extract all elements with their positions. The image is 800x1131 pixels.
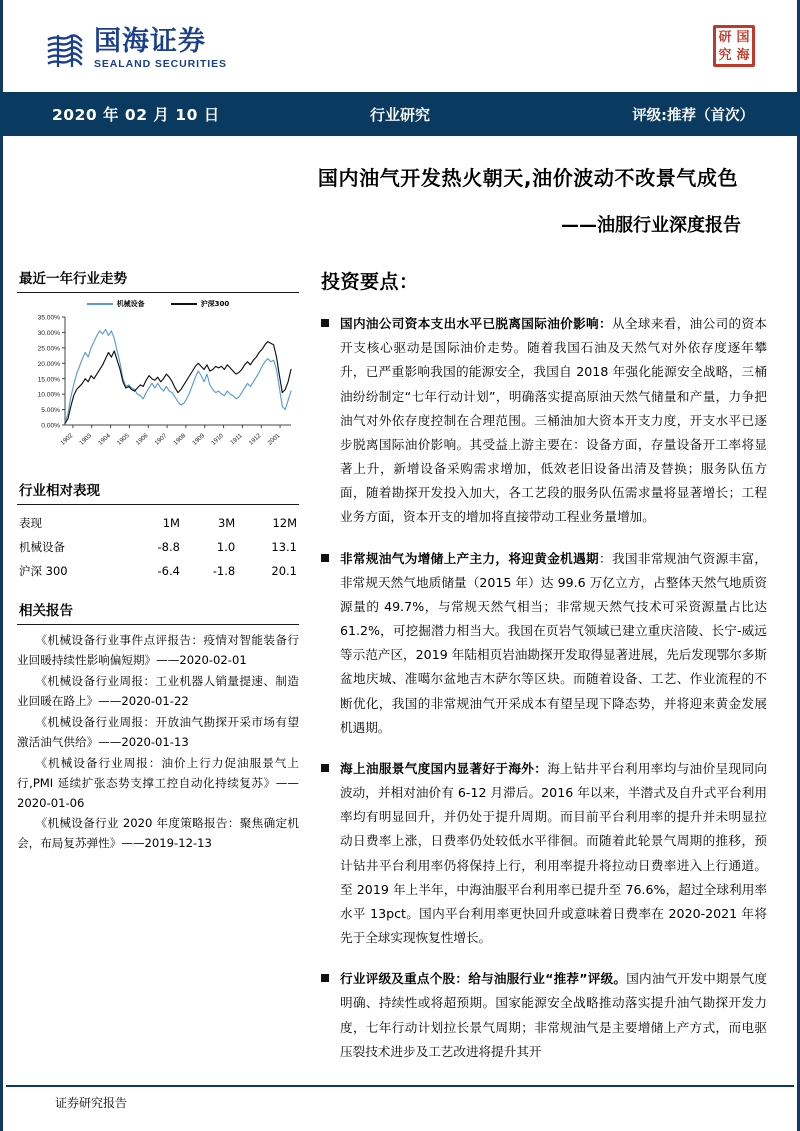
page-title: 国内油气开发热火朝天,油价波动不改景气成色	[317, 166, 739, 190]
title-block	[3, 164, 797, 237]
col-header-2: 3M	[217, 516, 236, 530]
legend-item-0	[87, 299, 145, 309]
svg-text:1910: 1910	[210, 432, 225, 447]
header-bar	[0, 92, 800, 136]
table-row	[17, 535, 299, 559]
svg-text:1912: 1912	[247, 432, 263, 447]
footer-label: 证券研究报告	[55, 1096, 128, 1110]
svg-text:1907: 1907	[153, 432, 169, 447]
sidebar	[17, 267, 299, 855]
bullet-square-icon	[321, 974, 329, 982]
sealand-logo-icon	[45, 31, 85, 71]
investment-point	[321, 967, 767, 1064]
row-value: 13.1	[271, 540, 297, 554]
main-content	[321, 267, 767, 1081]
reports-heading: 相关报告	[19, 603, 73, 619]
investment-point-body	[340, 967, 767, 1064]
seal-char-2: 国	[736, 29, 750, 45]
legend-label-1: 沪深300	[200, 300, 230, 308]
investment-point-lead: 行业评级及重点个股：给与油服行业“推荐”评级。	[340, 971, 627, 987]
row-value: -1.8	[212, 564, 236, 578]
chart-plot	[17, 311, 299, 459]
investment-point-text: 从全球来看，油公司的资本开支核心驱动是国际油价走势。随着我国石油及天然气对外依存度逐年攀升，已严重影响我国的能源安全，我国自 2018 年强化能源安全战略，三桶油纷纷制定“七年行动计划”，明确落实提高原油天然气储量和产量，力争把油气对外依存度控制在合理范围。三桶油加大资本开支力度，开支水平已逐步脱离国际油价影响。其受益上游主要在：设备方面，存量设备开工率将显著上升，新增设备采购需求增加，低效老旧设备出清及替换；服务队伍方面，随着勘探开发投入加大，各工艺段的服务队伍需求量将显著增长；工程业务方面，资本开支的增加将直接带动工程业务量增加。	[340, 316, 768, 525]
col-header-1: 1M	[162, 516, 180, 530]
investment-point-text: ：我国非常规油气资源丰富，非常规天然气地质储量（2015 年）达 99.6 万亿立方，占整体天然气地质资源量的 49.7%，与常规天然气相当；非常规天然气技术可采资源量占比达 61.2%，可挖掘潜力相当大。我国在页岩气领域已建立重庆涪陵、长宁-威远等示范产区，2019 年陆相页岩油勘探开发取得显著进展，先后发现鄂尔多斯盆地庆城、准噶尔盆地吉木萨尔等区块。而随着设备、工艺、作业流程的不断优化，我国的非常规油气开采成本有望呈现下降态势，并将迎来黄金发展机遇期。	[340, 550, 768, 735]
investment-points-heading: 投资要点：	[321, 271, 419, 293]
svg-text:25.00%: 25.00%	[37, 345, 60, 353]
logo-chinese-name: 国海证券	[94, 26, 206, 57]
investment-point-body	[340, 547, 767, 740]
investment-point-body	[340, 312, 767, 530]
svg-text:2001: 2001	[266, 432, 282, 447]
svg-text:5.00%: 5.00%	[41, 407, 60, 415]
row-value: -6.4	[157, 564, 180, 578]
bullet-square-icon	[321, 554, 329, 562]
masthead	[3, 0, 797, 92]
investment-points-list	[321, 312, 767, 1064]
svg-text:1903: 1903	[78, 432, 94, 447]
investment-point-lead: 非常规油气为增储上产主力，将迎黄金机遇期	[340, 550, 600, 566]
table-row	[17, 559, 299, 583]
performance-table	[17, 511, 299, 583]
svg-text:0.00%: 0.00%	[41, 422, 60, 430]
investment-point	[321, 312, 767, 530]
research-seal-stamp	[713, 25, 755, 67]
seal-char-3: 究	[718, 47, 732, 63]
legend-item-1	[171, 299, 230, 309]
body-columns	[3, 267, 797, 1081]
legend-swatch-0	[87, 303, 113, 305]
investment-point-lead: 海上油服景气度国内显著好于海外：	[340, 760, 548, 776]
investment-point-body	[340, 757, 767, 950]
report-rating: 评级:推荐（首次）	[632, 107, 754, 124]
page-subtitle: ——油服行业深度报告	[561, 215, 741, 236]
row-label: 沪深 300	[19, 564, 68, 578]
investment-point	[321, 547, 767, 740]
industry-trend-chart	[17, 299, 299, 467]
divider	[17, 504, 299, 505]
divider	[17, 292, 299, 293]
svg-text:1906: 1906	[134, 432, 150, 447]
related-report-item[interactable]: 《机械设备行业 2020 年度策略报告：聚焦确定机会，布局复苏弹性》——2019-12-13	[17, 816, 299, 851]
table-header-row	[17, 511, 299, 535]
bullet-square-icon	[321, 764, 329, 772]
svg-text:1902: 1902	[59, 432, 75, 447]
related-report-item[interactable]: 《机械设备行业周报：油价上行力促油服景气上行,PMI 延续扩张态势支撑工控自动化持续复苏》——2020-01-06	[17, 755, 299, 810]
report-date: 2020 年 02 月 10 日	[52, 106, 220, 124]
row-value: 1.0	[216, 540, 236, 554]
col-header-0: 表现	[19, 516, 42, 530]
svg-text:1905: 1905	[115, 432, 131, 447]
logo-english-name: SEALAND SECURITIES	[94, 58, 227, 71]
svg-text:1904: 1904	[97, 432, 112, 447]
seal-char-1: 研	[718, 29, 732, 45]
svg-text:15.00%: 15.00%	[37, 376, 60, 384]
investment-point-text: 海上钻井平台利用率均与油价呈现同向波动，并相对油价有 6-12 月滞后。2016 年以来，半潜式及自升式平台利用率均有明显回升，并仍处于提升周期。而目前平台利用率的提升并未明显拉动日费率上涨，日费率仍处较低水平徘徊。而随着此轮景气周期的推移，预计钻井平台利用率仍将保持上行，利用率提升将拉动日费率进入上行通道。至 2019 年上半年，中海油服平台利用率已提升至 76.6%，超过全球利用率水平 13pct。国内平台利用率更快回升或意味着日费率在 2020-2021 年将先于全球实现恢复性增长。	[340, 760, 767, 946]
investment-point-lead: 国内油公司资本支出水平已脱离国际油价影响：	[340, 316, 612, 331]
trend-heading: 最近一年行业走势	[19, 271, 127, 287]
svg-text:1911: 1911	[229, 432, 244, 447]
divider	[17, 624, 299, 625]
related-report-item[interactable]: 《机械设备行业周报：开放油气勘探开采市场有望激活油气供给》——2020-01-13	[17, 714, 299, 749]
related-reports-list	[17, 631, 299, 854]
performance-heading: 行业相对表现	[19, 483, 100, 499]
svg-text:35.00%: 35.00%	[37, 314, 60, 322]
row-label: 机械设备	[19, 540, 65, 554]
legend-label-0: 机械设备	[116, 300, 145, 308]
investment-point	[321, 757, 767, 950]
related-report-item[interactable]: 《机械设备行业事件点评报告：疫情对智能装备行业回暖持续性影响偏短期》——2020-02-01	[17, 633, 299, 667]
investment-point-text: 国内油气开发中期景气度明确、持续性或将超预期。国家能源安全战略推动落实提升油气勘探开发力度，七年行动计划拉长景气周期；非常规油气是主要增储上产方式，而电驱压裂技术进步及工艺改进将提升其开	[340, 971, 768, 1059]
row-value: -8.8	[157, 540, 180, 554]
row-value: 20.1	[271, 564, 297, 578]
legend-swatch-1	[171, 303, 197, 305]
svg-text:10.00%: 10.00%	[37, 391, 60, 399]
svg-text:1908: 1908	[172, 432, 188, 447]
chart-legend	[17, 299, 299, 309]
seal-char-4: 海	[736, 47, 750, 63]
svg-text:1909: 1909	[191, 432, 207, 447]
bullet-square-icon	[321, 319, 329, 327]
svg-text:20.00%: 20.00%	[37, 360, 60, 368]
company-logo	[45, 28, 227, 71]
svg-text:30.00%: 30.00%	[37, 330, 60, 338]
footer	[3, 1085, 797, 1131]
col-header-3: 12M	[272, 516, 297, 530]
related-report-item[interactable]: 《机械设备行业周报：工业机器人销量提速、制造业回暖在路上》——2020-01-22	[17, 673, 299, 708]
report-category: 行业研究	[369, 105, 430, 124]
